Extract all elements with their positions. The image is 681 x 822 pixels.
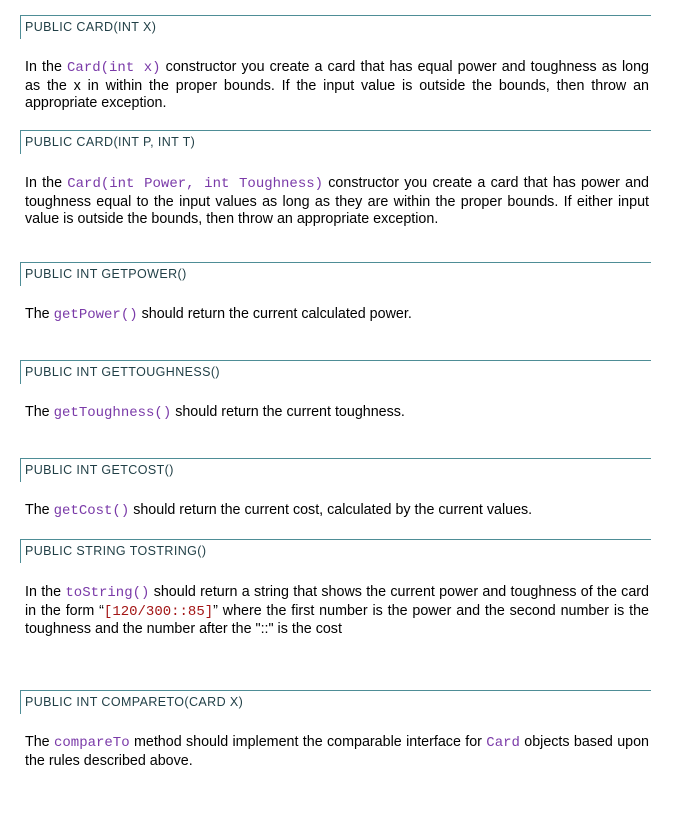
code-inline: Card(int x) [67,60,161,76]
text-run: The [25,404,54,420]
code-inline: compareTo [54,735,130,751]
text-run: should return the current cost, calculated by the current values. [129,502,533,518]
text-run: should return the current calculated power. [137,306,412,322]
section-compareto [20,690,651,714]
section-tostring [20,539,651,563]
section-paragraph [25,734,649,770]
text-run: constructor you create a card that has equal power and toughness as long as the x in within the proper bounds. If the input value is outside the bounds, then throw an appropriate exception. [25,59,649,111]
section-paragraph [25,404,649,423]
text-run: The [25,502,54,518]
text-run: should return a string that shows the current power and toughness of the card in the form “ [25,584,649,619]
text-run: should return the current toughness. [171,404,405,420]
text-run: In the [25,59,68,75]
section-getpower [20,262,651,286]
text-run: The [25,734,54,750]
code-inline: getCost() [53,503,130,519]
code-inline: toString() [65,585,150,601]
code-inline: Card(int Power, int Toughness) [67,176,324,192]
code-inline: getToughness() [53,405,172,421]
text-run: ” where the first number is the power and the second number is the toughness and the number after the "::" is the cost [25,602,649,637]
section-heading: PUBLIC STRING TOSTRING() [20,539,651,563]
section-card-int-p-int-t [20,130,651,154]
section-gettoughness [20,360,651,384]
code-inline-example: [120/300::85] [103,603,214,620]
section-heading: PUBLIC CARD(INT X) [20,15,651,39]
section-paragraph [25,59,649,113]
text-run: In the [25,175,68,191]
section-card-int-x [20,15,651,39]
text-run: method should implement the comparable interface for [129,734,487,750]
section-paragraph [25,306,649,325]
section-getcost [20,458,651,482]
section-heading: PUBLIC INT GETPOWER() [20,262,651,286]
section-paragraph [25,502,649,521]
text-run: The [25,306,54,322]
text-run: In the [25,584,66,600]
section-heading: PUBLIC INT GETCOST() [20,458,651,482]
section-heading: PUBLIC CARD(INT P, INT T) [20,130,651,154]
code-inline: Card [486,735,520,751]
section-heading: PUBLIC INT GETTOUGHNESS() [20,360,651,384]
section-paragraph [25,175,649,229]
text-run: objects based upon the rules described above. [25,734,650,769]
code-inline: getPower() [53,307,138,323]
section-heading: PUBLIC INT COMPARETO(CARD X) [20,690,651,714]
text-run: constructor you create a card that has power and toughness equal to the input values as long as they are within the proper bounds. If either input value is outside the bounds, then throw an appropriate exception. [25,175,649,227]
section-paragraph [25,584,649,639]
